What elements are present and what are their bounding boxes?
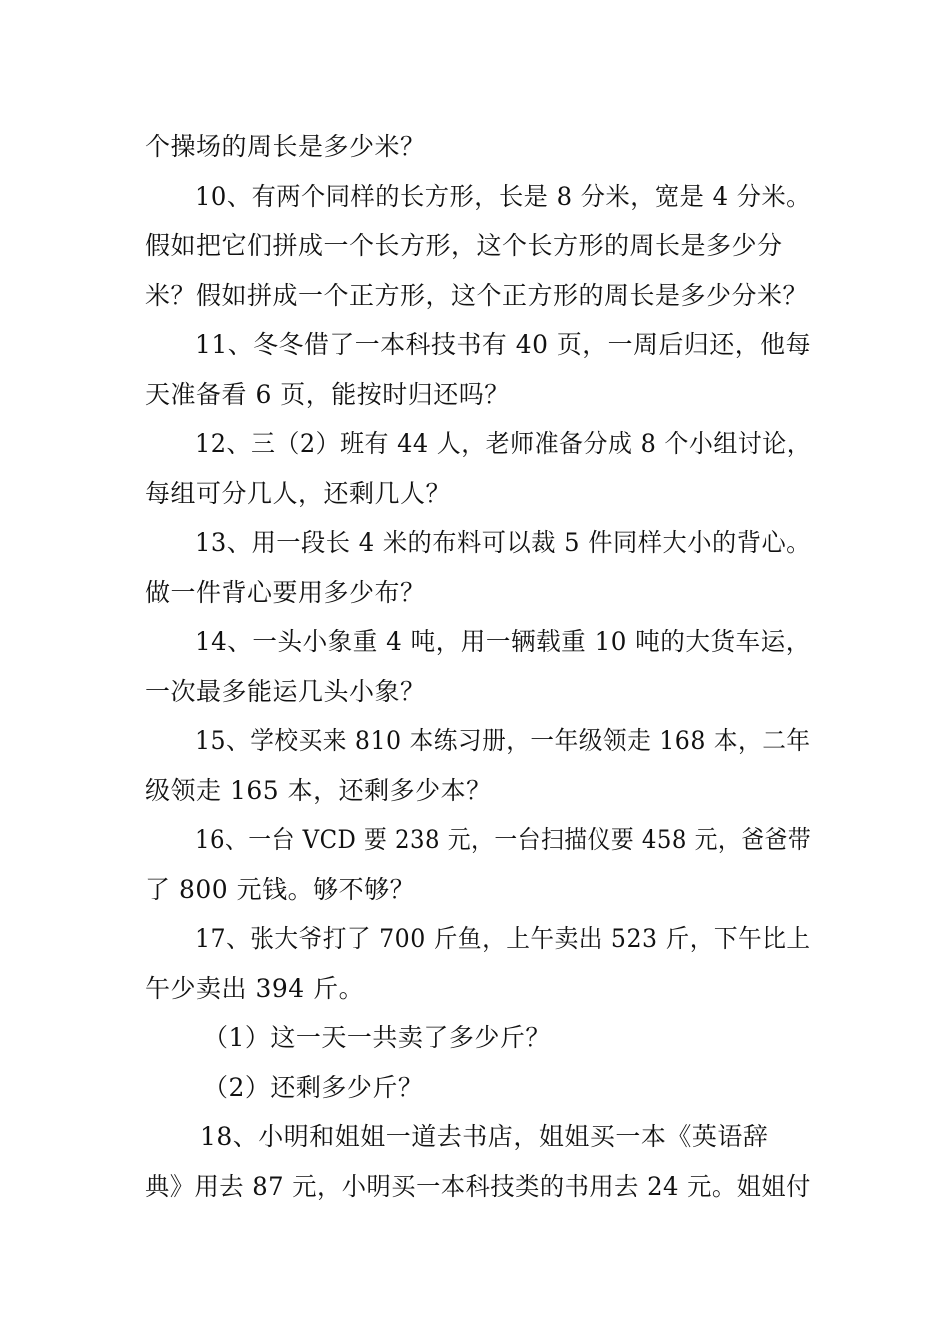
question-12-line-2: 每组可分几人，还剩几人？	[145, 478, 452, 508]
question-13-line-2: 做一件背心要用多少布？	[145, 577, 426, 607]
question-14-line-1: 14、一头小象重 4 吨，用一辆载重 10 吨的大货车运，	[195, 627, 811, 656]
question-11-line-2: 天准备看 6 页，能按时归还吗？	[145, 379, 510, 409]
question-18-line-2: 典》用去 87 元，小明买一本科技类的书用去 24 元。姐姐付	[145, 1171, 811, 1201]
question-17-sub-2: （2）还剩多少斤？	[203, 1072, 424, 1102]
text-line: 个操场的周长是多少米？	[145, 132, 426, 161]
question-10-line-3: 米？假如拼成一个正方形，这个正方形的周长是多少分米？	[145, 280, 809, 310]
question-12-line-1: 12、三（2）班有 44 人，老师准备分成 8 个小组讨论，	[195, 429, 812, 458]
question-15-line-1: 15、学校买来 810 本练习册，一年级领走 168 本，二年	[195, 726, 811, 755]
question-17-sub-1: （1）这一天一共卖了多少斤？	[203, 1023, 551, 1052]
question-14-line-2: 一次最多能运几头小象？	[145, 676, 426, 706]
question-17-line-1: 17、张大爷打了 700 斤鱼，上午卖出 523 斤，下午比上	[195, 924, 811, 953]
question-16-line-2: 了 800 元钱。够不够？	[145, 874, 416, 904]
document-body	[145, 122, 811, 1211]
question-16-line-1: 16、一台 VCD 要 238 元，一台扫描仪要 458 元，爸爸带	[195, 825, 812, 854]
question-10-line-2: 假如把它们拼成一个长方形，这个长方形的周长是多少分	[145, 231, 783, 260]
question-15-line-2: 级领走 165 本，还剩多少本？	[145, 775, 492, 805]
question-18-line-1: 18、小明和姐姐一道去书店，姐姐买一本《英语辞	[200, 1122, 769, 1151]
question-13-line-1: 13、用一段长 4 米的布料可以裁 5 件同样大小的背心。	[195, 528, 811, 557]
question-11-line-1: 11、冬冬借了一本科技书有 40 页，一周后归还，他每	[195, 330, 812, 359]
question-10-line-1: 10、有两个同样的长方形，长是 8 分米，宽是 4 分米。	[195, 181, 811, 211]
question-17-line-2: 午少卖出 394 斤。	[145, 973, 365, 1003]
